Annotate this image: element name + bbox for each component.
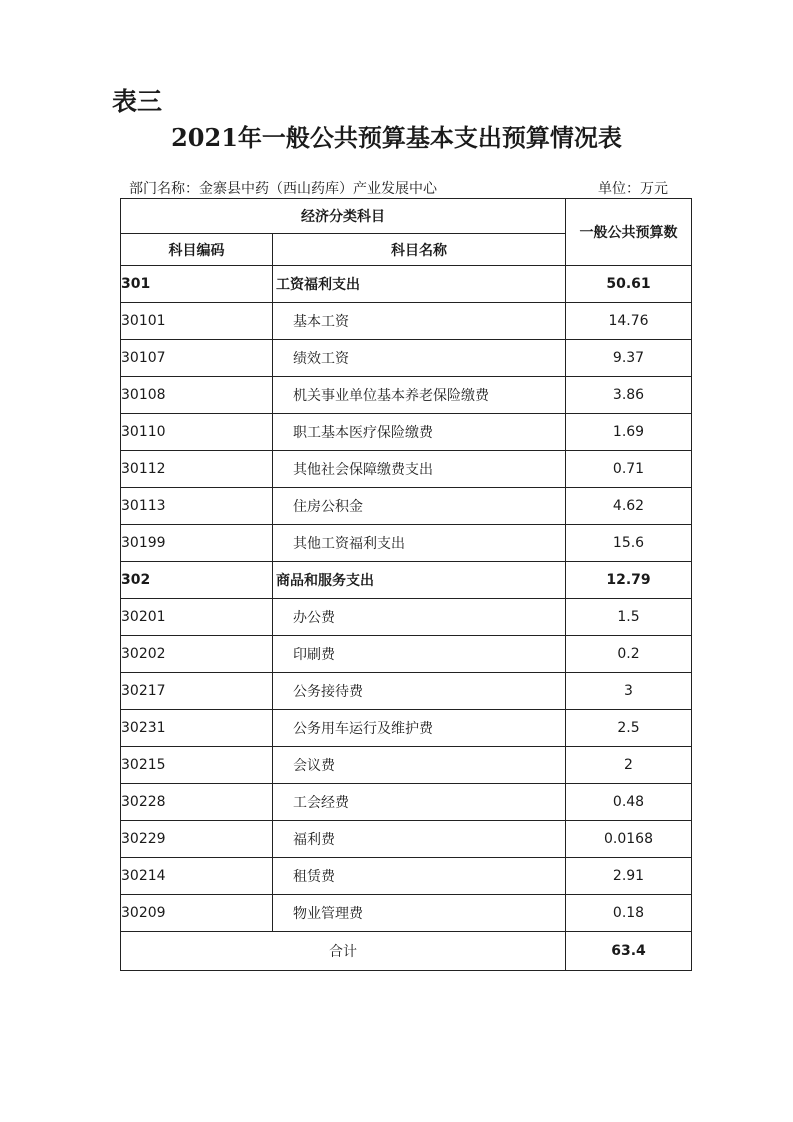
row-code: 30215 (121, 747, 273, 784)
table-row (121, 451, 692, 488)
row-amount: 0.18 (566, 895, 692, 932)
table-row (121, 488, 692, 525)
row-code: 30217 (121, 673, 273, 710)
total-amount: 63.4 (566, 932, 692, 971)
page-title: 2021年一般公共预算基本支出预算情况表 (171, 123, 622, 152)
department-name: 部门名称：金寨县中药（西山药库）产业发展中心 (129, 181, 437, 197)
row-amount: 2 (566, 747, 692, 784)
row-amount: 2.91 (566, 858, 692, 895)
row-name: 机关事业单位基本养老保险缴费 (273, 377, 566, 414)
category-row (121, 266, 692, 303)
table-row (121, 303, 692, 340)
budget-table (120, 198, 692, 971)
table-row (121, 895, 692, 932)
header-name: 科目名称 (273, 234, 566, 266)
row-amount: 1.69 (566, 414, 692, 451)
row-name: 租赁费 (273, 858, 566, 895)
row-amount: 1.5 (566, 599, 692, 636)
total-label: 合计 (121, 932, 566, 971)
row-amount: 15.6 (566, 525, 692, 562)
row-code: 302 (121, 562, 273, 599)
table-row (121, 747, 692, 784)
row-amount: 9.37 (566, 340, 692, 377)
row-name: 公务用车运行及维护费 (273, 710, 566, 747)
row-code: 30201 (121, 599, 273, 636)
row-code: 30107 (121, 340, 273, 377)
row-code: 301 (121, 266, 273, 303)
total-row (121, 932, 692, 971)
row-name: 办公费 (273, 599, 566, 636)
row-name: 绩效工资 (273, 340, 566, 377)
row-name: 职工基本医疗保险缴费 (273, 414, 566, 451)
row-amount: 0.48 (566, 784, 692, 821)
unit-label: 单位：万元 (598, 181, 668, 197)
row-name: 工会经费 (273, 784, 566, 821)
row-amount: 4.62 (566, 488, 692, 525)
row-code: 30112 (121, 451, 273, 488)
row-amount: 2.5 (566, 710, 692, 747)
row-name: 会议费 (273, 747, 566, 784)
table-row (121, 377, 692, 414)
table-row (121, 821, 692, 858)
row-code: 30228 (121, 784, 273, 821)
row-name: 印刷费 (273, 636, 566, 673)
row-name: 物业管理费 (273, 895, 566, 932)
category-row (121, 562, 692, 599)
row-amount: 12.79 (566, 562, 692, 599)
row-amount: 14.76 (566, 303, 692, 340)
header-amount: 一般公共预算数 (566, 199, 692, 266)
row-name: 基本工资 (273, 303, 566, 340)
row-code: 30101 (121, 303, 273, 340)
row-name: 商品和服务支出 (273, 562, 566, 599)
row-code: 30202 (121, 636, 273, 673)
table-row (121, 599, 692, 636)
table-row (121, 636, 692, 673)
header-category: 经济分类科目 (121, 199, 566, 234)
row-name: 工资福利支出 (273, 266, 566, 303)
table-row (121, 414, 692, 451)
row-amount: 0.71 (566, 451, 692, 488)
row-amount: 0.2 (566, 636, 692, 673)
row-code: 30209 (121, 895, 273, 932)
row-name: 其他工资福利支出 (273, 525, 566, 562)
row-amount: 0.0168 (566, 821, 692, 858)
row-code: 30108 (121, 377, 273, 414)
table-row (121, 858, 692, 895)
table-row (121, 784, 692, 821)
row-code: 30231 (121, 710, 273, 747)
row-amount: 3.86 (566, 377, 692, 414)
row-amount: 3 (566, 673, 692, 710)
table-row (121, 673, 692, 710)
row-code: 30214 (121, 858, 273, 895)
row-name: 住房公积金 (273, 488, 566, 525)
header-code: 科目编码 (121, 234, 273, 266)
row-code: 30199 (121, 525, 273, 562)
table-body (121, 266, 692, 932)
row-name: 其他社会保障缴费支出 (273, 451, 566, 488)
row-code: 30229 (121, 821, 273, 858)
row-code: 30110 (121, 414, 273, 451)
row-code: 30113 (121, 488, 273, 525)
table-row (121, 710, 692, 747)
table-number: 表三 (112, 87, 163, 116)
table-row (121, 340, 692, 377)
row-name: 福利费 (273, 821, 566, 858)
table-row (121, 525, 692, 562)
row-amount: 50.61 (566, 266, 692, 303)
row-name: 公务接待费 (273, 673, 566, 710)
